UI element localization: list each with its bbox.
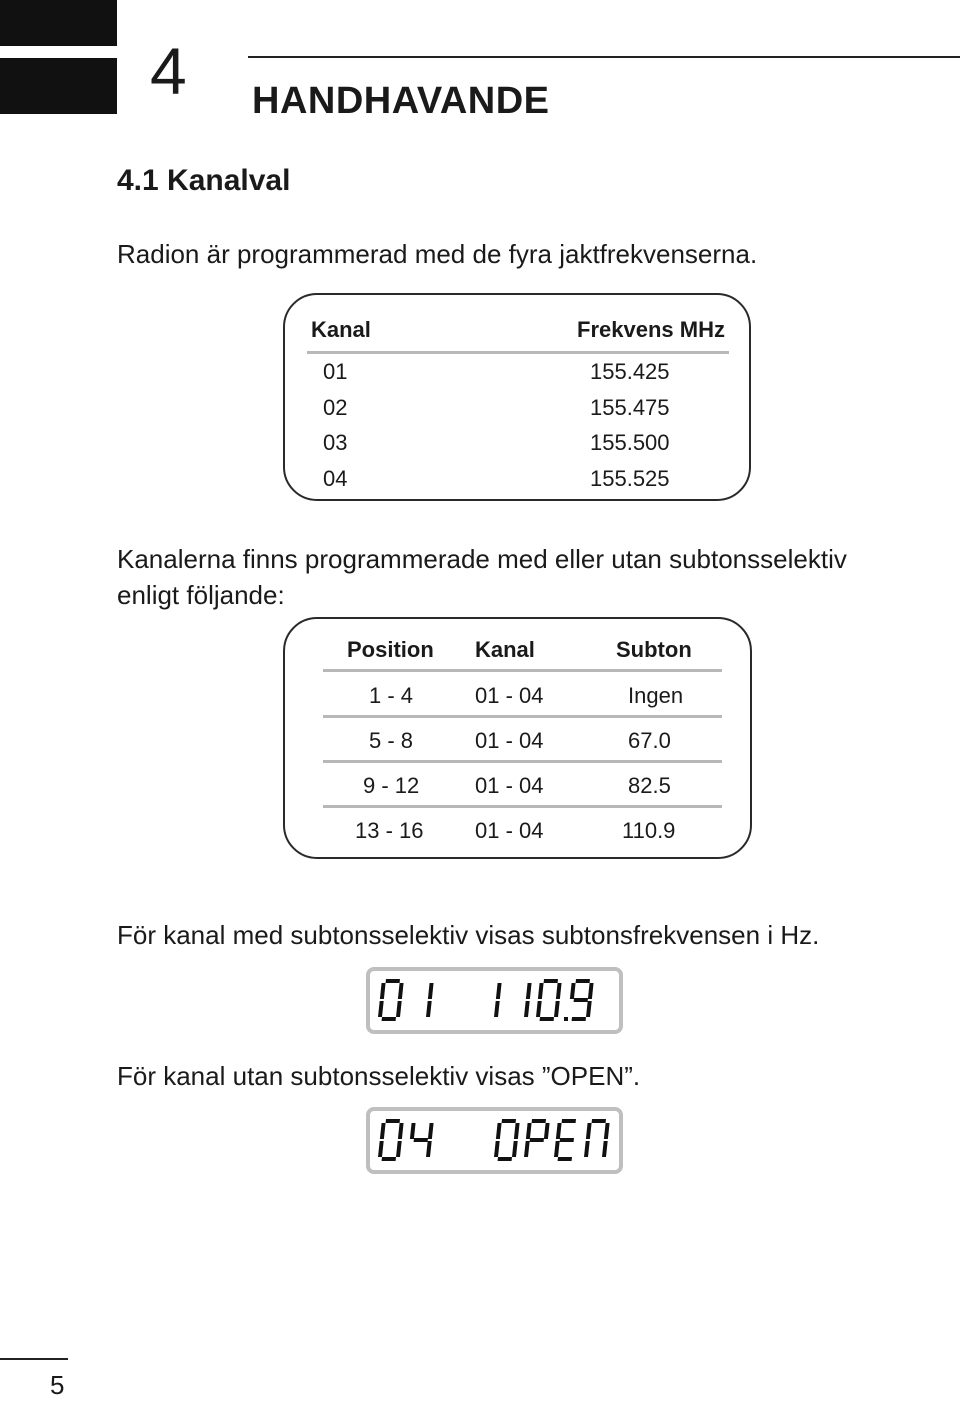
table-row-rule: [323, 715, 722, 718]
subtone-paragraph-line2: enligt följande:: [117, 580, 285, 610]
lcd-segment: [380, 983, 386, 999]
table-header-subton: Subton: [616, 637, 692, 662]
lcd-segment: [560, 1138, 574, 1142]
lcd-digit: [536, 979, 562, 1021]
lcd-segment: [592, 1119, 606, 1123]
lcd-segment: [386, 1119, 400, 1123]
table-cell: 82.5: [628, 773, 671, 798]
lcd-segment: [526, 983, 532, 999]
lcd-segment: [604, 1123, 610, 1139]
table-cell: 9 - 12: [363, 773, 420, 798]
lcd-digit: [426, 983, 434, 1017]
chapter-tab-top: [0, 0, 117, 46]
lcd-segment: [586, 1001, 592, 1017]
lcd-segment: [502, 1119, 516, 1123]
table-cell: 1 - 4: [369, 683, 414, 708]
lcd-digit: [494, 983, 502, 1017]
frequency-table: [283, 293, 751, 501]
lcd-digit: [408, 1123, 434, 1157]
lcd-segment: [428, 983, 434, 999]
page-number: 5: [50, 1370, 65, 1400]
lcd-digit: [524, 1119, 550, 1157]
lcd-segment: [556, 983, 562, 999]
lcd-segment: [544, 979, 558, 983]
chapter-title: HANDHAVANDE: [252, 80, 550, 122]
table-header-kanal: Kanal: [311, 317, 371, 342]
lcd-digit: [378, 979, 404, 1021]
lcd-display-subtone: [366, 967, 623, 1034]
lcd-segment: [426, 1141, 432, 1157]
table-cell: 110.9: [622, 818, 676, 843]
lcd-segment: [398, 983, 404, 999]
lcd-digit: [554, 1119, 576, 1161]
table-cell: 67.0: [628, 728, 671, 753]
page-number-rule: [0, 1358, 68, 1360]
lcd-segment: [512, 1141, 518, 1157]
lcd-segment: [378, 1001, 384, 1017]
lcd-digit: [568, 979, 594, 1021]
lcd-segment: [530, 1138, 544, 1142]
lcd-segment: [576, 979, 590, 983]
lcd-segment: [526, 1123, 532, 1139]
section-title: 4.1 Kanalval: [117, 164, 291, 197]
lcd-segment: [378, 1141, 384, 1157]
lcd-segment: [514, 1123, 520, 1139]
table-cell: 155.475: [590, 395, 670, 420]
table-cell: 5 - 8: [369, 728, 414, 753]
lcd-segment: [558, 1157, 572, 1161]
chapter-rule: [248, 56, 960, 58]
lcd-segment: [540, 1017, 554, 1021]
lcd-segment: [556, 1123, 562, 1139]
table-cell: 04: [323, 466, 348, 491]
table-header-rule: [307, 351, 729, 354]
table-header-kanal: Kanal: [475, 637, 535, 662]
table-cell: 01 - 04: [475, 773, 544, 798]
lcd-value-readout: [494, 1119, 610, 1161]
lcd-display-open: [366, 1107, 623, 1174]
position-table: [283, 617, 752, 859]
lcd-segment: [586, 1123, 592, 1139]
display-paragraph-open: För kanal utan subtonsselektiv visas ”OPEN”.: [117, 1061, 641, 1091]
lcd-segment: [562, 1119, 576, 1123]
lcd-segment: [532, 1119, 546, 1123]
table-cell: 01 - 04: [475, 683, 544, 708]
table-header-frekvens: Frekvens MHz: [577, 317, 725, 342]
table-cell: 03: [323, 430, 348, 455]
lcd-segment: [572, 1017, 586, 1021]
chapter-tab-bottom: [0, 58, 117, 114]
lcd-screen: [370, 1111, 619, 1170]
table-header-position: Position: [347, 637, 434, 662]
lcd-channel-readout: [378, 1119, 434, 1161]
lcd-segment: [382, 1157, 396, 1161]
table-cell: 13 - 16: [355, 818, 424, 843]
lcd-segment: [496, 1123, 502, 1139]
lcd-segment: [554, 1141, 560, 1157]
subtone-paragraph-line1: Kanalerna finns programmerade med eller utan subtonsselektiv: [117, 544, 847, 574]
lcd-segment: [584, 1141, 590, 1157]
lcd-segment: [414, 1138, 428, 1142]
lcd-segment: [544, 1123, 550, 1139]
table-header-rule: [323, 669, 722, 672]
lcd-segment: [588, 983, 594, 999]
table-cell: 155.525: [590, 466, 670, 491]
lcd-segment: [498, 1157, 512, 1161]
display-paragraph-subtone: För kanal med subtonsselektiv visas subtonsfrekvensen i Hz.: [117, 920, 820, 950]
lcd-decimal-point: [564, 1017, 568, 1021]
lcd-segment: [396, 1001, 402, 1017]
lcd-segment: [426, 1001, 432, 1017]
lcd-segment: [380, 1123, 386, 1139]
intro-paragraph: Radion är programmerad med de fyra jaktfrekvenserna.: [117, 239, 758, 269]
lcd-digit: [378, 1119, 404, 1161]
lcd-segment: [494, 1001, 500, 1017]
lcd-digit: [524, 983, 532, 1017]
lcd-digit: [494, 1119, 520, 1161]
table-cell: Ingen: [628, 683, 684, 708]
table-cell: 155.425: [590, 359, 670, 384]
table-row-rule: [323, 805, 722, 808]
lcd-segment: [386, 979, 400, 983]
lcd-digit: [584, 1119, 610, 1157]
table-cell: 01 - 04: [475, 818, 544, 843]
chapter-number: 4: [150, 34, 187, 108]
table-cell: 01 - 04: [475, 728, 544, 753]
lcd-channel-readout: [378, 979, 434, 1021]
lcd-segment: [524, 1141, 530, 1157]
lcd-segment: [524, 1001, 530, 1017]
lcd-value-readout: [494, 979, 594, 1021]
table-cell: 02: [323, 395, 348, 420]
lcd-segment: [538, 983, 544, 999]
lcd-segment: [398, 1123, 404, 1139]
lcd-segment: [396, 1141, 402, 1157]
lcd-segment: [494, 1141, 500, 1157]
lcd-segment: [570, 983, 576, 999]
lcd-segment: [602, 1141, 608, 1157]
lcd-segment: [536, 1001, 542, 1017]
lcd-segment: [382, 1017, 396, 1021]
lcd-segment: [496, 983, 502, 999]
lcd-segment: [410, 1123, 416, 1139]
table-row-rule: [323, 760, 722, 763]
lcd-screen: [370, 971, 619, 1030]
table-cell: 155.500: [590, 430, 670, 455]
table-cell: 01: [323, 359, 348, 384]
lcd-segment: [574, 998, 588, 1002]
lcd-segment: [554, 1001, 560, 1017]
lcd-segment: [428, 1123, 434, 1139]
